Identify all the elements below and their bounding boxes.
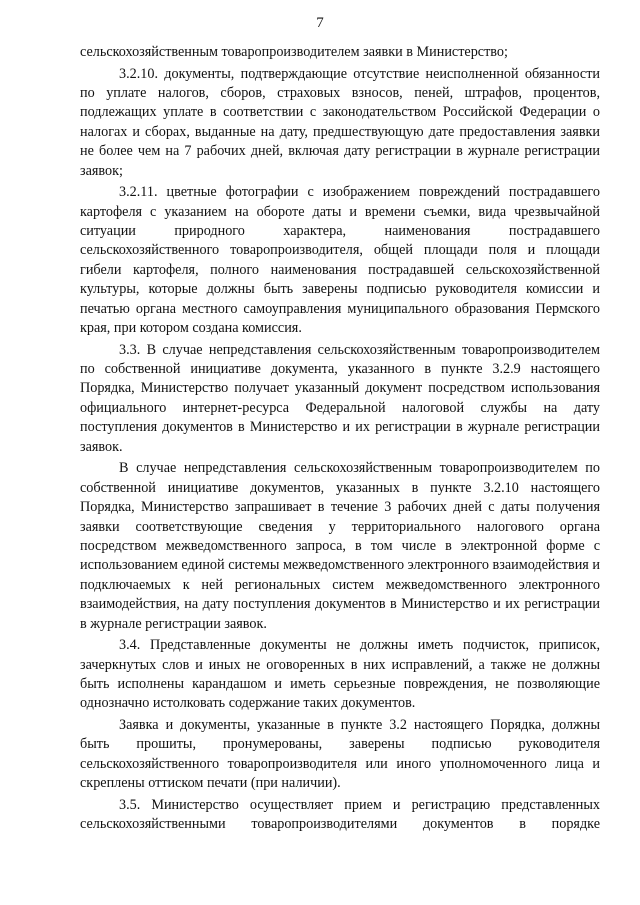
paragraph-3-4: 3.4. Представленные документы не должны иметь подчисток, приписок, зачеркнутых слов и иных не оговоренных в них исправлений, а также не должны быть исполнены карандашом и иметь серьезные повреждения, не позволяющие однозначно истолковать содержание таких документов. <box>80 637 600 712</box>
paragraph-3-2-10: 3.2.10. документы, подтверждающие отсутствие неисполненной обязанности по уплате налогов, сборов, страховых взносов, пеней, штрафов, процентов, подлежащих уплате в соответствии с законодательством Российской Федерации о налогах и сборах, выданные на дату, предшествующую дате предоставления заявки не более чем на 7 рабочих дней, включая дату регистрации в журнале регистрации заявок; <box>80 65 600 179</box>
paragraph-3-4-second: Заявка и документы, указанные в пункте 3.2 настоящего Порядка, должны быть прошиты, пронумерованы, заверены подписью руководителя сельскохозяйственного товаропроизводителя или иного уполномоченного лица и скреплены оттиском печати (при наличии). <box>80 716 600 792</box>
paragraph-3-3-second: В случае непредставления сельскохозяйственным товаропроизводителем по собственной инициативе документов, указанных в пункте 3.2.10 настоящего Порядка, Министерство запрашивает в течение 3 рабочих дней с даты получения заявки соответствующие сведения у территориального налогового органа посредством межведомственного запроса, в том числе в электронной форме с использованием единой системы межведомственного электронного взаимодействия и подключаемых к ней региональных систем межведомственного электронного взаимодействия, на дату поступления документов в Министерство и их регистрации в журнале регистрации заявок. <box>80 460 600 632</box>
paragraph-3-3: 3.3. В случае непредставления сельскохозяйственным товаропроизводителем по собственной инициативе документа, указанного в пункте 3.2.9 настоящего Порядка, Министерство получает указанный документ посредством использования официального интернет-ресурса Федеральной налоговой службы на дату поступления документов в Министерство и их регистрации в журнале регистрации заявок. <box>80 341 600 455</box>
document-body <box>80 43 600 837</box>
page-number: 7 <box>316 15 324 31</box>
paragraph-3-5: 3.5. Министерство осуществляет прием и регистрацию представленных сельскохозяйственными товаропроизводителями документов в порядке <box>80 796 600 833</box>
paragraph-3-2-11: 3.2.11. цветные фотографии с изображением повреждений пострадавшего картофеля с указанием на обороте даты и времени съемки, вида чрезвычайной ситуации природного характера, наименования пострадавшего сельскохозяйственного товаропроизводителя, общей площади поля и площади гибели картофеля, полного наименования пострадавшей сельскохозяйственной культуры, которые должны быть заверены подписью руководителя комиссии и печатью органа местного самоуправления муниципального образования Пермского края, при котором создана комиссия. <box>80 184 600 337</box>
paragraph-continuation: сельскохозяйственным товаропроизводителем заявки в Министерство; <box>80 44 508 60</box>
